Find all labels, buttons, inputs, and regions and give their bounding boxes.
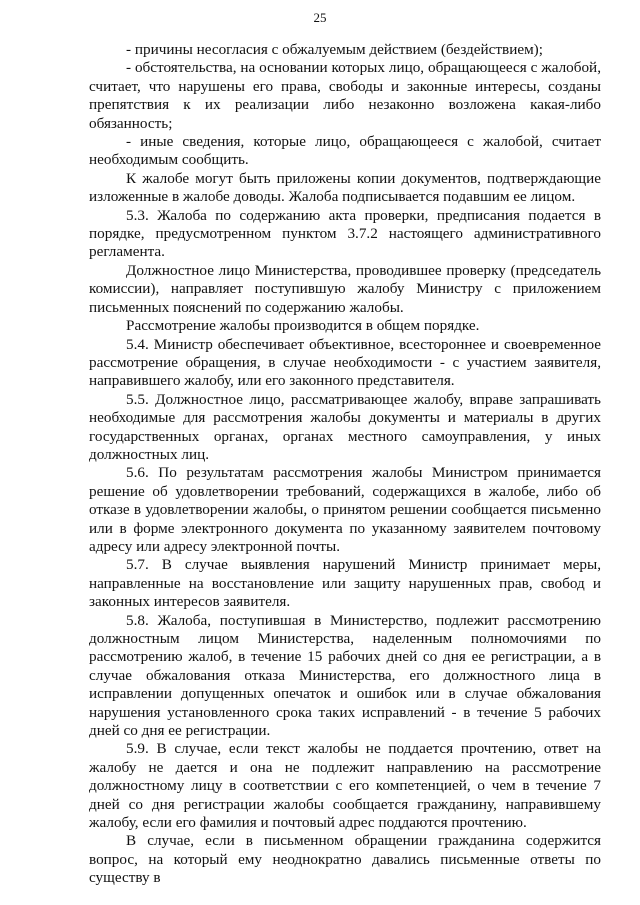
paragraph-5-8: 5.8. Жалоба, поступившая в Министерство, подлежит рассмотрению должностным лицом Министерства, наделенным полномочиями по рассмотрению жалоб, в течение 15 рабочих дней со дня ее регистрации, а в случае обжалования отказа Министерства, его должностного лица в исправлении допущенных опечаток и ошибок или в случае обжалования нарушения установленного срока таких исправлений - в течение 5 рабочих дней со дня ее регистрации. bbox=[89, 611, 601, 740]
paragraph-repeated-questions: В случае, если в письменном обращении гражданина содержится вопрос, на который ему неоднократно давались письменные ответы по существу в bbox=[89, 832, 601, 887]
paragraph-5-4: 5.4. Министр обеспечивает объективное, всестороннее и своевременное рассмотрение обращения, в случае необходимости - с участием заявителя, направившего жалобу, или его законного представителя. bbox=[89, 335, 601, 390]
paragraph-circumstances: - обстоятельства, на основании которых лицо, обращающееся с жалобой, считает, что нарушены его права, свободы и законные интересы, созданы препятствия к их реализации либо незаконно возложена какая-либо обязанность; bbox=[89, 59, 601, 132]
paragraph-inspector-forwarding: Должностное лицо Министерства, проводившее проверку (председатель комиссии), направляет поступившую жалобу Министру с приложением письменных пояснений по содержанию жалобы. bbox=[89, 261, 601, 316]
page-number: 25 bbox=[313, 10, 327, 25]
paragraph-general-procedure: Рассмотрение жалобы производится в общем порядке. bbox=[126, 317, 480, 335]
paragraph-other-info: - иные сведения, которые лицо, обращающееся с жалобой, считает необходимым сообщить. bbox=[89, 133, 601, 169]
paragraph-5-9: 5.9. В случае, если текст жалобы не поддается прочтению, ответ на жалобу не дается и она не подлежит направлению на рассмотрение должностному лицу в соответствии с его компетенцией, о чем в течение 7 дней со дня регистрации жалобы сообщается гражданину, направившему жалобу, если его фамилия и почтовый адрес поддаются прочтению. bbox=[89, 740, 601, 832]
paragraph-5-3: 5.3. Жалоба по содержанию акта проверки, предписания подается в порядке, предусмотренном пунктом 3.7.2 настоящего административного регламента. bbox=[89, 206, 601, 261]
paragraph-5-7: 5.7. В случае выявления нарушений Министр принимает меры, направленные на восстановление или защиту нарушенных прав, свобод и законных интересов заявителя. bbox=[89, 556, 601, 611]
document-body bbox=[89, 41, 601, 888]
paragraph-attachments: К жалобе могут быть приложены копии документов, подтверждающие изложенные в жалобе доводы. Жалоба подписывается подавшим ее лицом. bbox=[89, 169, 601, 206]
paragraph-disagreement-reasons: - причины несогласия с обжалуемым действием (бездействием); bbox=[126, 41, 543, 58]
paragraph-5-5: 5.5. Должностное лицо, рассматривающее жалобу, вправе запрашивать необходимые для рассмотрения жалобы документы и материалы в других государственных органах, органах местного самоуправления, у иных должностных лиц. bbox=[89, 390, 601, 463]
paragraph-5-6: 5.6. По результатам рассмотрения жалобы Министром принимается решение об удовлетворении требований, содержащихся в жалобе, либо об отказе в удовлетворении жалобы, о принятом решении сообщается письменно или в форме электронного документа по указанному заявителем почтовому адресу или адресу электронной почты. bbox=[89, 464, 601, 555]
